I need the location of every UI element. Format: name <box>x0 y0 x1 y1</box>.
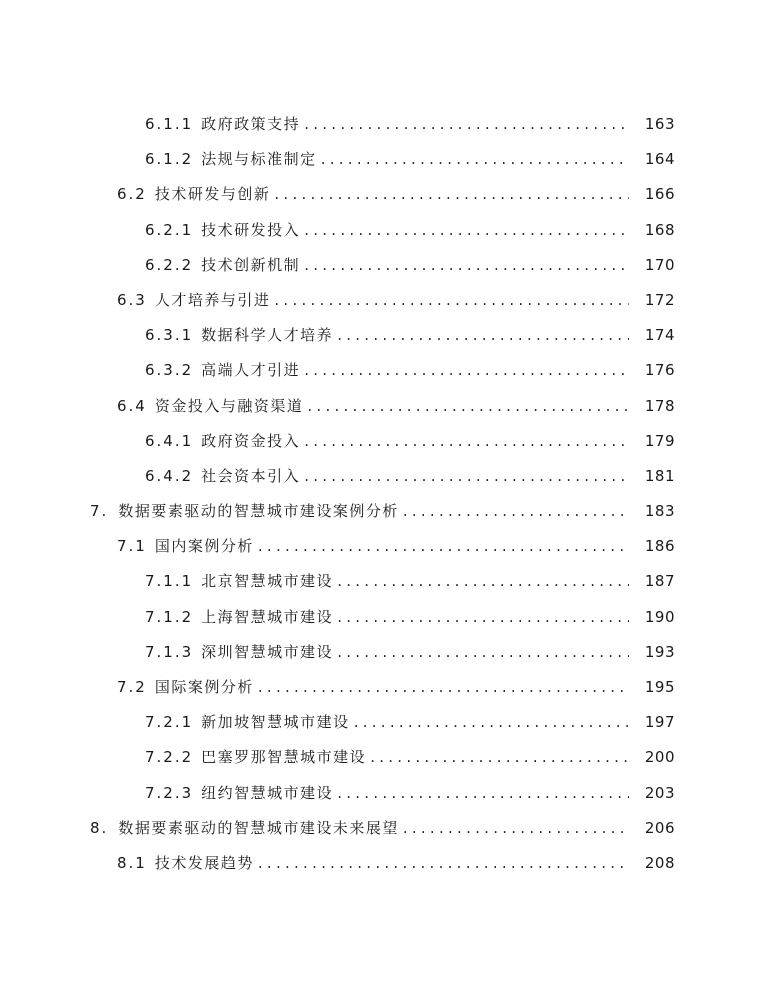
toc-entry-title: 国内案例分析 <box>154 537 254 556</box>
toc-entry-number: 7.2.3 <box>145 783 194 802</box>
toc-entry-page-number: 187 <box>644 572 675 591</box>
toc-entry-page-number: 168 <box>644 220 675 239</box>
toc-entry-title: 高端人才引进 <box>201 361 301 380</box>
toc-entry-page-number: 203 <box>644 783 675 802</box>
toc-entry-8[interactable] <box>0 811 765 846</box>
toc-entry-title: 技术研发与创新 <box>154 185 271 204</box>
toc-entry-page-number: 193 <box>644 642 675 661</box>
toc-entry-title: 深圳智慧城市建设 <box>201 642 334 661</box>
toc-dot-leader <box>274 177 629 212</box>
toc-entry-page-number: 206 <box>644 818 675 837</box>
toc-entry-6-4-2[interactable] <box>0 459 765 494</box>
toc-entry-page-number: 178 <box>644 396 675 415</box>
toc-entry-number: 6.2 <box>117 185 147 204</box>
toc-dot-leader <box>337 635 629 670</box>
toc-entry-page-number: 186 <box>644 537 675 556</box>
toc-entry-title: 数据要素驱动的智慧城市建设未来展望 <box>118 818 399 837</box>
toc-entry-number: 6.2.2 <box>145 255 194 274</box>
toc-dot-leader <box>304 424 629 459</box>
toc-entry-8-1[interactable] <box>0 846 765 881</box>
toc-dot-leader <box>370 740 629 775</box>
toc-entry-title: 技术发展趋势 <box>154 853 254 872</box>
toc-entry-number: 6.4.1 <box>145 431 194 450</box>
toc-entry-title: 技术研发投入 <box>201 220 301 239</box>
toc-entry-number: 6.3.2 <box>145 361 194 380</box>
toc-entry-7-1[interactable] <box>0 529 765 564</box>
toc-entry-title: 上海智慧城市建设 <box>201 607 334 626</box>
toc-dot-leader <box>304 213 629 248</box>
toc-dot-leader <box>337 564 629 599</box>
toc-entry-6-4[interactable] <box>0 389 765 424</box>
toc-dot-leader <box>304 353 629 388</box>
toc-entry-page-number: 181 <box>644 466 675 485</box>
toc-entry-number: 8.1 <box>117 853 147 872</box>
toc-entry-title: 数据要素驱动的智慧城市建设案例分析 <box>118 502 399 521</box>
toc-entry-number: 7.1.2 <box>145 607 194 626</box>
toc-entry-title: 政府政策支持 <box>201 115 301 133</box>
toc-entry-number: 6.2.1 <box>145 220 194 239</box>
toc-entry-page-number: 183 <box>644 502 675 521</box>
toc-entry-number: 7. <box>90 502 109 521</box>
toc-entry-page-number: 163 <box>644 115 675 133</box>
toc-dot-leader <box>274 283 629 318</box>
toc-entry-7-2-2[interactable] <box>0 740 765 775</box>
toc-entry-7-1-3[interactable] <box>0 635 765 670</box>
toc-dot-leader <box>321 142 629 177</box>
toc-dot-leader <box>337 600 629 635</box>
toc-entry-number: 6.3 <box>117 290 147 309</box>
toc-entry-7-1-1[interactable] <box>0 564 765 599</box>
toc-entry-page-number: 170 <box>644 255 675 274</box>
toc-entry-6-3-2[interactable] <box>0 353 765 388</box>
toc-entry-number: 6.1.2 <box>145 150 194 169</box>
toc-entry-page-number: 197 <box>644 713 675 732</box>
toc-entry-page-number: 179 <box>644 431 675 450</box>
toc-entry-7[interactable] <box>0 494 765 529</box>
toc-entry-title: 国际案例分析 <box>154 678 254 696</box>
toc-entry-page-number: 200 <box>644 748 675 767</box>
toc-entry-page-number: 166 <box>644 185 675 204</box>
toc-entry-title: 技术创新机制 <box>201 255 301 274</box>
toc-dot-leader <box>258 846 629 881</box>
toc-entry-6-4-1[interactable] <box>0 424 765 459</box>
toc-entry-title: 法规与标准制定 <box>201 150 317 169</box>
toc-entry-number: 6.4 <box>117 396 147 415</box>
toc-entry-title: 新加坡智慧城市建设 <box>201 713 350 732</box>
toc-entry-page-number: 176 <box>644 361 675 380</box>
toc-entry-6-1-2[interactable] <box>0 142 765 177</box>
toc-entry-number: 7.2.2 <box>145 748 194 767</box>
toc-entry-7-2[interactable] <box>0 670 765 705</box>
toc-dot-leader <box>403 811 629 846</box>
toc-dot-leader <box>403 494 629 529</box>
toc-dot-leader <box>307 389 629 424</box>
toc-entry-7-2-3[interactable] <box>0 776 765 811</box>
toc-entry-7-1-2[interactable] <box>0 600 765 635</box>
toc-dot-leader <box>304 248 629 283</box>
toc-entry-number: 6.1.1 <box>145 115 194 133</box>
toc-entry-number: 7.1.3 <box>145 642 194 661</box>
toc-entry-page-number: 164 <box>644 150 675 169</box>
toc-entry-6-3[interactable] <box>0 283 765 318</box>
toc-entry-title: 巴塞罗那智慧城市建设 <box>201 748 367 767</box>
toc-dot-leader <box>258 529 629 564</box>
toc-entry-6-3-1[interactable] <box>0 318 765 353</box>
toc-entry-6-2[interactable] <box>0 177 765 212</box>
toc-entry-title: 社会资本引入 <box>201 466 301 485</box>
toc-entry-title: 北京智慧城市建设 <box>201 572 334 591</box>
toc-entry-6-1-1[interactable] <box>0 107 765 142</box>
toc-dot-leader <box>337 776 629 811</box>
toc-entry-number: 8. <box>90 818 109 837</box>
toc-entry-number: 6.4.2 <box>145 466 194 485</box>
toc-entry-7-2-1[interactable] <box>0 705 765 740</box>
toc-dot-leader <box>354 705 629 740</box>
toc-dot-leader <box>304 459 629 494</box>
toc-entry-title: 政府资金投入 <box>201 431 301 450</box>
toc-entry-6-2-1[interactable] <box>0 213 765 248</box>
toc-entry-title: 资金投入与融资渠道 <box>154 396 304 415</box>
toc-dot-leader <box>304 107 629 142</box>
toc-entry-title: 数据科学人才培养 <box>201 326 334 345</box>
table-of-contents <box>0 107 765 881</box>
toc-dot-leader <box>258 670 629 705</box>
toc-entry-6-2-2[interactable] <box>0 248 765 283</box>
toc-entry-number: 7.2.1 <box>145 713 194 732</box>
toc-entry-page-number: 190 <box>644 607 675 626</box>
toc-entry-number: 6.3.1 <box>145 326 194 345</box>
toc-entry-number: 7.1.1 <box>145 572 194 591</box>
toc-entry-page-number: 174 <box>644 326 675 345</box>
toc-entry-number: 7.1 <box>117 537 147 556</box>
toc-entry-number: 7.2 <box>117 678 147 696</box>
toc-entry-page-number: 195 <box>644 678 675 696</box>
toc-entry-page-number: 172 <box>644 290 675 309</box>
toc-entry-title: 人才培养与引进 <box>154 290 271 309</box>
toc-dot-leader <box>337 318 629 353</box>
toc-entry-title: 纽约智慧城市建设 <box>201 783 334 802</box>
toc-entry-page-number: 208 <box>644 853 675 872</box>
